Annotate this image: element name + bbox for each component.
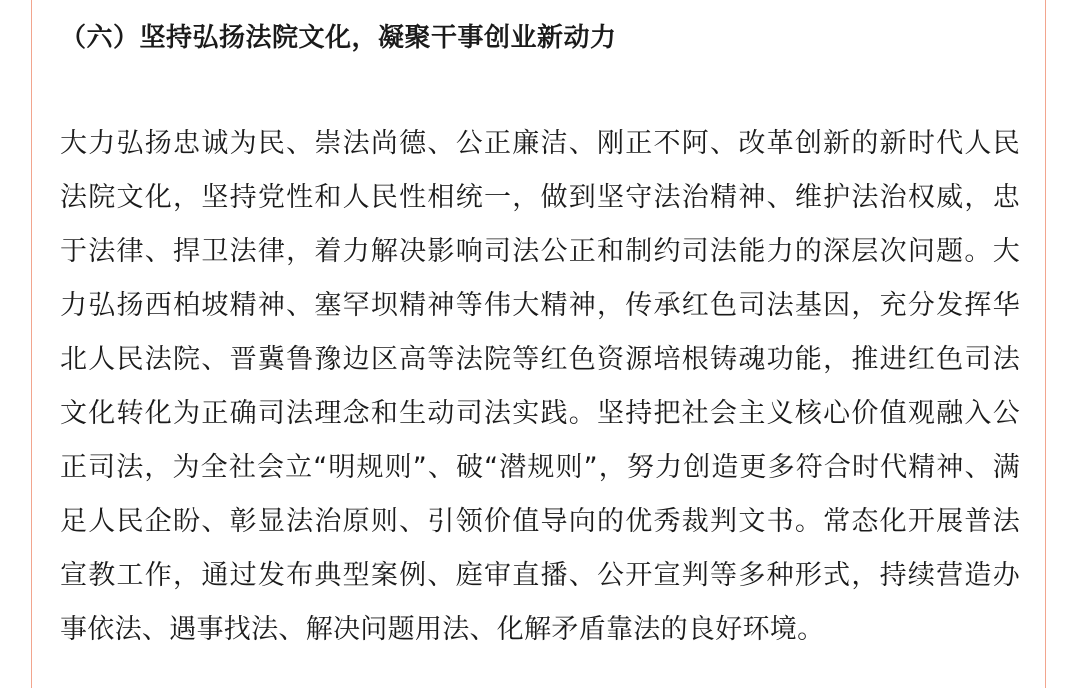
left-border-rule: [31, 0, 32, 688]
paragraph-line: 文化转化为正确司法理念和生动司法实践。坚持把社会主义核心价值观融入公: [60, 398, 1020, 429]
section-heading: （六）坚持弘扬法院文化，凝聚干事创业新动力: [60, 23, 617, 53]
right-border-rule: [1045, 0, 1046, 688]
paragraph-line: 正司法，为全社会立“明规则”、破“潜规则”，努力创造更多符合时代精神、满: [60, 452, 1020, 483]
paragraph-line: 北人民法院、晋冀鲁豫边区高等法院等红色资源培根铸魂功能，推进红色司法: [60, 344, 1020, 375]
paragraph-line: 足人民企盼、彰显法治原则、引领价值导向的优秀裁判文书。常态化开展普法: [60, 506, 1020, 537]
paragraph-line: 大力弘扬忠诚为民、崇法尚德、公正廉洁、刚正不阿、改革创新的新时代人民: [60, 128, 1020, 159]
body-paragraph: [60, 117, 1020, 657]
paragraph-line: 宣教工作，通过发布典型案例、庭审直播、公开宣判等多种形式，持续营造办: [60, 560, 1020, 591]
paragraph-line: 事依法、遇事找法、解决问题用法、化解矛盾靠法的良好环境。: [60, 614, 825, 645]
paragraph-line: 法院文化，坚持党性和人民性相统一，做到坚守法治精神、维护法治权威，忠: [60, 182, 1020, 213]
paragraph-line: 于法律、捍卫法律，着力解决影响司法公正和制约司法能力的深层次问题。大: [60, 236, 1020, 267]
paragraph-line: 力弘扬西柏坡精神、塞罕坝精神等伟大精神，传承红色司法基因，充分发挥华: [60, 290, 1020, 321]
